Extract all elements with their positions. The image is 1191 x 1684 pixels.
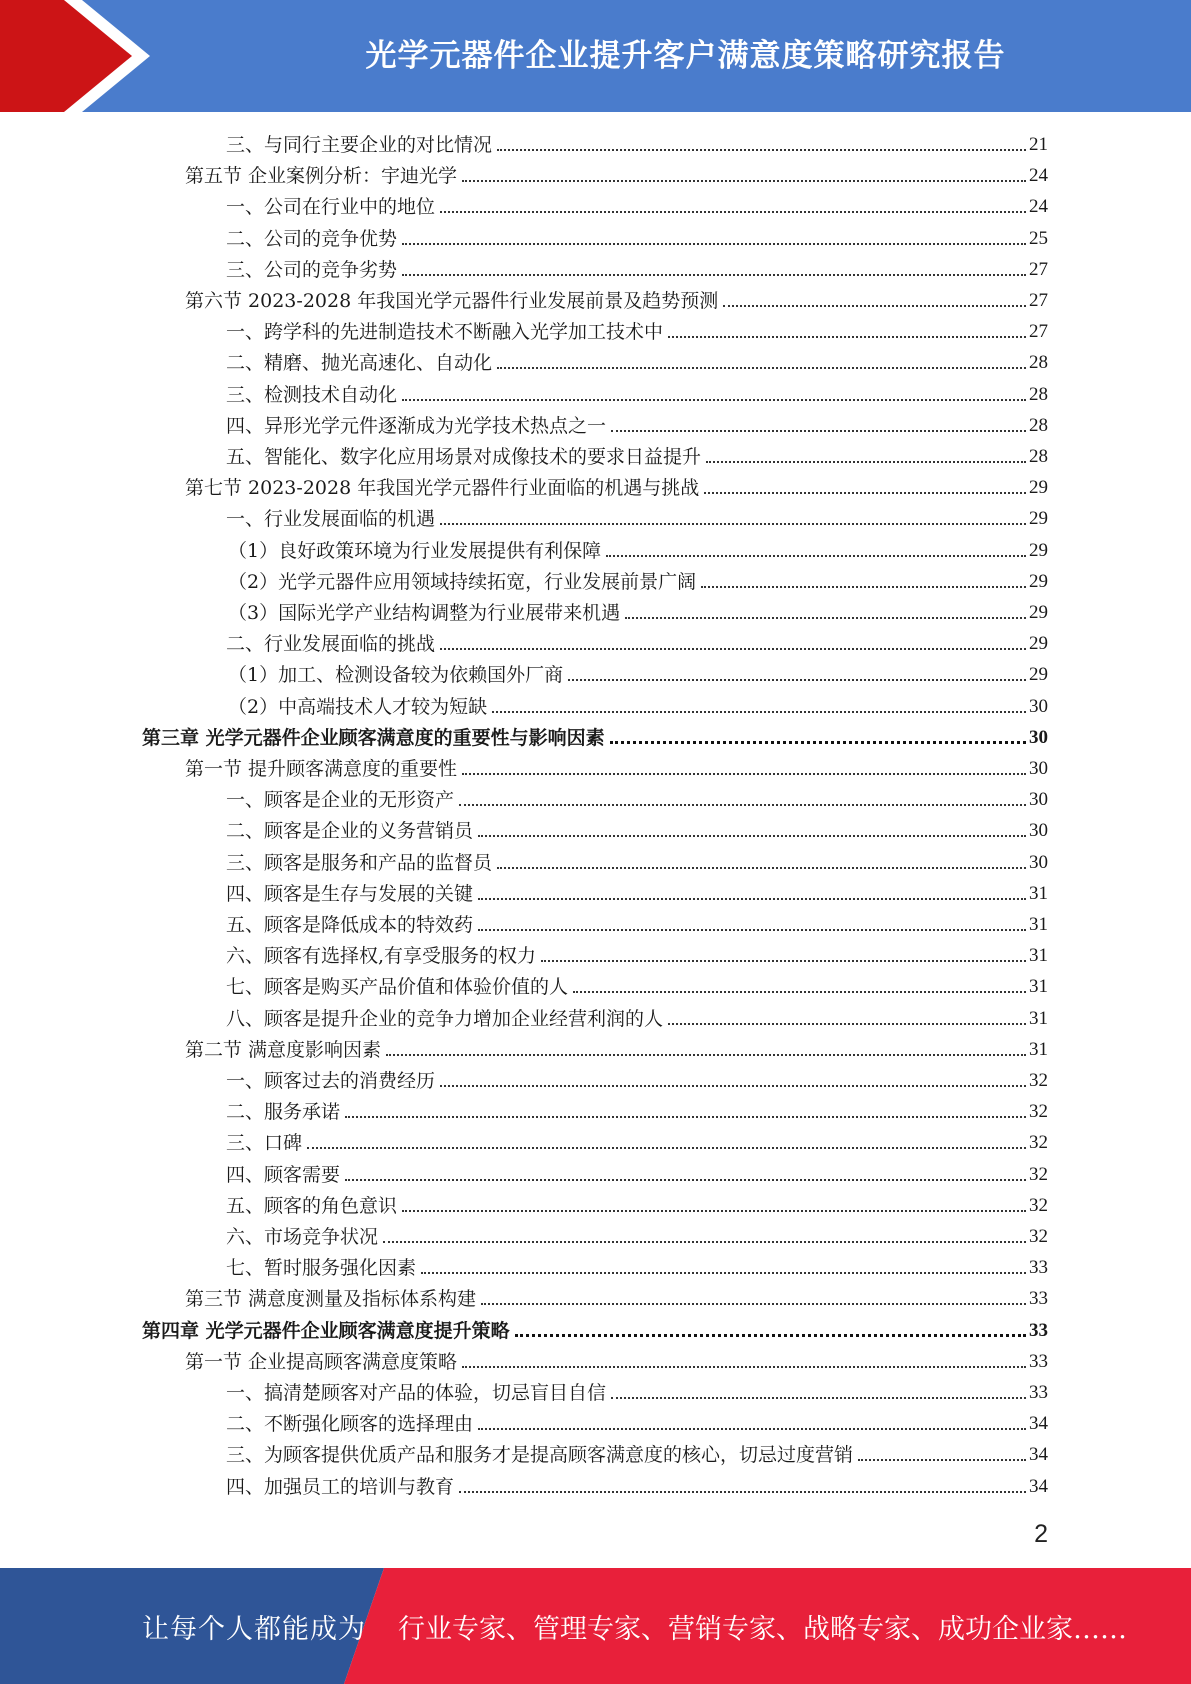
toc-dot-leader	[440, 211, 1026, 213]
toc-entry-label: 一、跨学科的先进制造技术不断融入光学加工技术中	[226, 321, 664, 344]
toc-entry[interactable]	[226, 408, 1048, 439]
toc-entry[interactable]	[226, 969, 1048, 1000]
toc-entry-label: 二、不断强化顾客的选择理由	[226, 1413, 474, 1436]
toc-entry-label: 一、搞清楚顾客对产品的体验，切忌盲目自信	[226, 1382, 607, 1404]
toc-entry-page: 31	[1029, 1038, 1048, 1060]
toc-entry-page: 31	[1029, 976, 1048, 998]
toc-entry[interactable]	[226, 377, 1048, 408]
toc-dot-leader	[611, 1397, 1026, 1399]
toc-entry-page: 27	[1029, 290, 1048, 311]
toc-dot-leader	[515, 1334, 1026, 1337]
toc-entry-label: 二、服务承诺	[226, 1101, 341, 1124]
toc-entry-page: 28	[1029, 446, 1048, 467]
toc-dot-leader	[307, 1147, 1026, 1149]
toc-entry-page: 32	[1029, 1132, 1048, 1154]
toc-entry[interactable]	[185, 751, 1048, 782]
toc-dot-leader	[383, 1241, 1026, 1243]
toc-dot-leader	[701, 586, 1026, 588]
toc-entry-page: 30	[1029, 726, 1048, 748]
toc-entry-label: （3）国际光学产业结构调整为行业展带来机遇	[228, 602, 621, 624]
toc-entry[interactable]	[228, 564, 1048, 595]
toc-entry-label: （1）良好政策环境为行业发展提供有利保障	[228, 539, 602, 562]
toc-entry[interactable]	[226, 252, 1048, 283]
toc-entry[interactable]	[226, 345, 1048, 376]
toc-dot-leader	[478, 1428, 1026, 1430]
toc-dot-leader	[440, 523, 1026, 525]
page-footer	[0, 1568, 1191, 1684]
toc-entry-label: 第三节 满意度测量及指标体系构建	[185, 1288, 477, 1311]
toc-entry[interactable]	[228, 689, 1048, 720]
toc-entry-page: 27	[1029, 321, 1048, 343]
toc-entry[interactable]	[226, 189, 1048, 220]
toc-entry-label: 五、顾客是降低成本的特效药	[226, 914, 474, 936]
toc-entry-label: 二、精磨、抛光高速化、自动化	[226, 352, 493, 375]
toc-entry-label: 第三章 光学元器件企业顾客满意度的重要性与影响因素	[142, 726, 605, 749]
toc-entry-page: 33	[1029, 1319, 1048, 1341]
toc-entry[interactable]	[185, 283, 1048, 314]
toc-entry-label: 一、行业发展面临的机遇	[226, 508, 436, 531]
toc-entry-label: 一、公司在行业中的地位	[226, 196, 436, 219]
page-header	[0, 0, 1191, 112]
toc-dot-leader	[345, 1116, 1026, 1118]
toc-dot-leader	[481, 1303, 1026, 1305]
toc-entry-page: 28	[1029, 414, 1048, 436]
toc-entry[interactable]	[226, 1188, 1048, 1219]
toc-entry[interactable]	[226, 1001, 1048, 1032]
toc-entry-label: 第二节 满意度影响因素	[185, 1038, 382, 1061]
toc-entry-label: 三、口碑	[226, 1132, 303, 1155]
toc-dot-leader	[723, 305, 1026, 307]
header-chevron-decoration	[0, 0, 160, 112]
toc-entry-page: 34	[1029, 1475, 1048, 1497]
toc-entry[interactable]	[226, 938, 1048, 969]
toc-entry[interactable]	[226, 1219, 1048, 1250]
toc-entry-page: 33	[1029, 1288, 1048, 1310]
toc-entry-label: 第一节 提升顾客满意度的重要性	[185, 758, 458, 780]
toc-entry[interactable]	[185, 1281, 1048, 1312]
toc-entry[interactable]	[226, 127, 1048, 158]
page-number: 2	[1034, 1520, 1048, 1548]
toc-entry-page: 32	[1029, 1194, 1048, 1216]
toc-dot-leader	[611, 430, 1026, 432]
toc-entry-label: 四、顾客需要	[226, 1163, 341, 1186]
toc-entry-page: 25	[1029, 227, 1048, 249]
toc-entry-page: 28	[1029, 352, 1048, 374]
toc-entry-page: 21	[1029, 134, 1048, 155]
toc-entry-label: 七、暂时服务强化因素	[226, 1257, 417, 1280]
toc-entry-label: （2）中高端技术人才较为短缺	[228, 695, 488, 718]
toc-dot-leader	[459, 804, 1026, 806]
toc-entry-page: 33	[1029, 1257, 1048, 1279]
toc-entry-label: 四、顾客是生存与发展的关键	[226, 882, 474, 905]
toc-entry[interactable]	[185, 470, 1048, 501]
toc-dot-leader	[492, 711, 1026, 713]
toc-dot-leader	[573, 991, 1026, 993]
toc-dot-leader	[625, 617, 1026, 619]
toc-dot-leader	[440, 648, 1026, 650]
toc-entry[interactable]	[142, 1313, 1048, 1344]
toc-entry-label: 五、智能化、数字化应用场景对成像技术的要求日益提升	[226, 446, 702, 468]
toc-entry[interactable]	[226, 845, 1048, 876]
toc-dot-leader	[440, 1085, 1026, 1087]
toc-entry-label: 第一节 企业提高顾客满意度策略	[185, 1350, 458, 1373]
toc-dot-leader	[478, 835, 1026, 837]
toc-entry[interactable]	[185, 1344, 1048, 1375]
toc-entry[interactable]	[226, 1437, 1048, 1468]
toc-dot-leader	[402, 274, 1026, 276]
report-title: 光学元器件企业提升客户满意度策略研究报告	[365, 37, 1006, 74]
toc-entry[interactable]	[226, 1250, 1048, 1281]
toc-dot-leader	[478, 929, 1026, 931]
toc-entry[interactable]	[226, 782, 1048, 813]
toc-entry-label: 二、顾客是企业的义务营销员	[226, 820, 474, 843]
footer-slogan-right: 行业专家、管理专家、营销专家、战略专家、成功企业家……	[398, 1613, 1127, 1645]
toc-entry-label: 第五节 企业案例分析：宇迪光学	[185, 165, 458, 188]
toc-entry-page: 31	[1029, 914, 1048, 935]
toc-entry-label: 一、顾客过去的消费经历	[226, 1070, 436, 1092]
toc-entry-page: 27	[1029, 258, 1048, 280]
toc-dot-leader	[497, 149, 1026, 151]
toc-entry-page: 31	[1029, 1007, 1048, 1029]
toc-entry-label: 二、公司的竞争优势	[226, 227, 398, 250]
toc-entry[interactable]	[226, 221, 1048, 252]
red-chevron-shape	[0, 0, 132, 112]
toc-entry-page: 32	[1029, 1226, 1048, 1247]
toc-entry[interactable]	[226, 1406, 1048, 1437]
toc-entry-page: 31	[1029, 882, 1048, 904]
toc-entry-label: 四、异形光学元件逐渐成为光学技术热点之一	[226, 414, 607, 437]
toc-entry[interactable]	[228, 657, 1048, 688]
toc-entry[interactable]	[226, 907, 1048, 938]
toc-entry-page: 32	[1029, 1070, 1048, 1091]
toc-entry-label: 三、与同行主要企业的对比情况	[226, 134, 493, 156]
toc-entry-page: 34	[1029, 1413, 1048, 1435]
toc-dot-leader	[345, 1179, 1026, 1181]
toc-entry-page: 29	[1029, 664, 1048, 686]
toc-entry-page: 34	[1029, 1444, 1048, 1466]
toc-dot-leader	[402, 243, 1026, 245]
toc-entry[interactable]	[226, 1375, 1048, 1406]
toc-entry-page: 30	[1029, 820, 1048, 842]
toc-entry[interactable]	[228, 595, 1048, 626]
footer-slogan-left: 让每个人都能成为	[142, 1613, 366, 1645]
toc-entry[interactable]	[226, 314, 1048, 345]
toc-dot-leader	[402, 399, 1026, 401]
toc-dot-leader	[462, 180, 1026, 182]
toc-dot-leader	[497, 367, 1026, 369]
toc-dot-leader	[610, 741, 1026, 744]
toc-entry-page: 30	[1029, 789, 1048, 811]
toc-entry[interactable]	[226, 501, 1048, 532]
toc-entry-label: （2）光学元器件应用领域持续拓宽，行业发展前景广阔	[228, 570, 697, 593]
toc-dot-leader	[704, 492, 1026, 494]
toc-entry-label: 六、顾客有选择权,有享受服务的权力	[226, 945, 537, 968]
toc-entry-page: 30	[1029, 758, 1048, 779]
toc-entry-label: 六、市场竞争状况	[226, 1226, 379, 1248]
toc-entry[interactable]	[226, 1157, 1048, 1188]
toc-entry-label: 第六节 2023-2028 年我国光学元器件行业发展前景及趋势预测	[185, 290, 719, 312]
toc-entry-page: 30	[1029, 851, 1048, 873]
toc-entry[interactable]	[226, 439, 1048, 470]
toc-dot-leader	[462, 1366, 1026, 1368]
toc-entry-page: 32	[1029, 1163, 1048, 1185]
toc-entry-page: 30	[1029, 695, 1048, 717]
toc-entry-page: 29	[1029, 508, 1048, 530]
toc-dot-leader	[858, 1459, 1026, 1461]
toc-entry-label: 八、顾客是提升企业的竞争力增加企业经营利润的人	[226, 1007, 664, 1030]
toc-entry-page: 29	[1029, 633, 1048, 655]
toc-dot-leader	[606, 555, 1026, 557]
toc-dot-leader	[478, 898, 1026, 900]
toc-entry-page: 31	[1029, 945, 1048, 967]
toc-entry[interactable]	[226, 813, 1048, 844]
toc-entry-label: 一、顾客是企业的无形资产	[226, 789, 455, 812]
toc-entry[interactable]	[142, 720, 1048, 751]
toc-entry-page: 29	[1029, 539, 1048, 561]
toc-dot-leader	[459, 1491, 1026, 1493]
toc-entry[interactable]	[226, 1094, 1048, 1125]
toc-entry[interactable]	[185, 1032, 1048, 1063]
toc-entry-page: 33	[1029, 1350, 1048, 1372]
toc-entry-page: 32	[1029, 1101, 1048, 1123]
toc-entry-label: 二、行业发展面临的挑战	[226, 633, 436, 656]
toc-dot-leader	[402, 1210, 1026, 1212]
toc-dot-leader	[706, 461, 1026, 463]
toc-entry-label: 三、公司的竞争劣势	[226, 258, 398, 281]
toc-entry-page: 24	[1029, 196, 1048, 218]
toc-entry[interactable]	[226, 626, 1048, 657]
toc-entry-label: 四、加强员工的培训与教育	[226, 1475, 455, 1498]
toc-dot-leader	[668, 336, 1026, 338]
toc-entry[interactable]	[185, 158, 1048, 189]
toc-entry-label: 三、顾客是服务和产品的监督员	[226, 851, 493, 874]
toc-entry-page: 29	[1029, 477, 1048, 499]
toc-entry[interactable]	[226, 1469, 1048, 1500]
toc-dot-leader	[386, 1054, 1026, 1056]
toc-entry[interactable]	[226, 1125, 1048, 1156]
toc-dot-leader	[497, 867, 1026, 869]
toc-dot-leader	[668, 1023, 1026, 1025]
toc-entry-page: 28	[1029, 383, 1048, 405]
toc-dot-leader	[421, 1272, 1026, 1274]
toc-dot-leader	[541, 960, 1026, 962]
toc-dot-leader	[462, 773, 1026, 775]
toc-entry-label: 七、顾客是购买产品价值和体验价值的人	[226, 976, 569, 999]
toc-entry-page: 29	[1029, 570, 1048, 592]
toc-entry-label: 第七节 2023-2028 年我国光学元器件行业面临的机遇与挑战	[185, 477, 700, 500]
toc-entry-label: 三、为顾客提供优质产品和服务才是提高顾客满意度的核心，切忌过度营销	[226, 1444, 854, 1467]
toc-entry-label: 五、顾客的角色意识	[226, 1194, 398, 1217]
toc-entry-label: 第四章 光学元器件企业顾客满意度提升策略	[142, 1319, 510, 1342]
toc-entry[interactable]	[226, 876, 1048, 907]
toc-dot-leader	[568, 679, 1026, 681]
toc-entry-page: 29	[1029, 602, 1048, 623]
toc-entry-page: 24	[1029, 165, 1048, 187]
toc-entry[interactable]	[226, 1063, 1048, 1094]
toc-entry-page: 33	[1029, 1382, 1048, 1403]
toc-entry[interactable]	[228, 533, 1048, 564]
toc-entry-label: 三、检测技术自动化	[226, 383, 398, 406]
toc-entry-label: （1）加工、检测设备较为依赖国外厂商	[228, 664, 564, 687]
